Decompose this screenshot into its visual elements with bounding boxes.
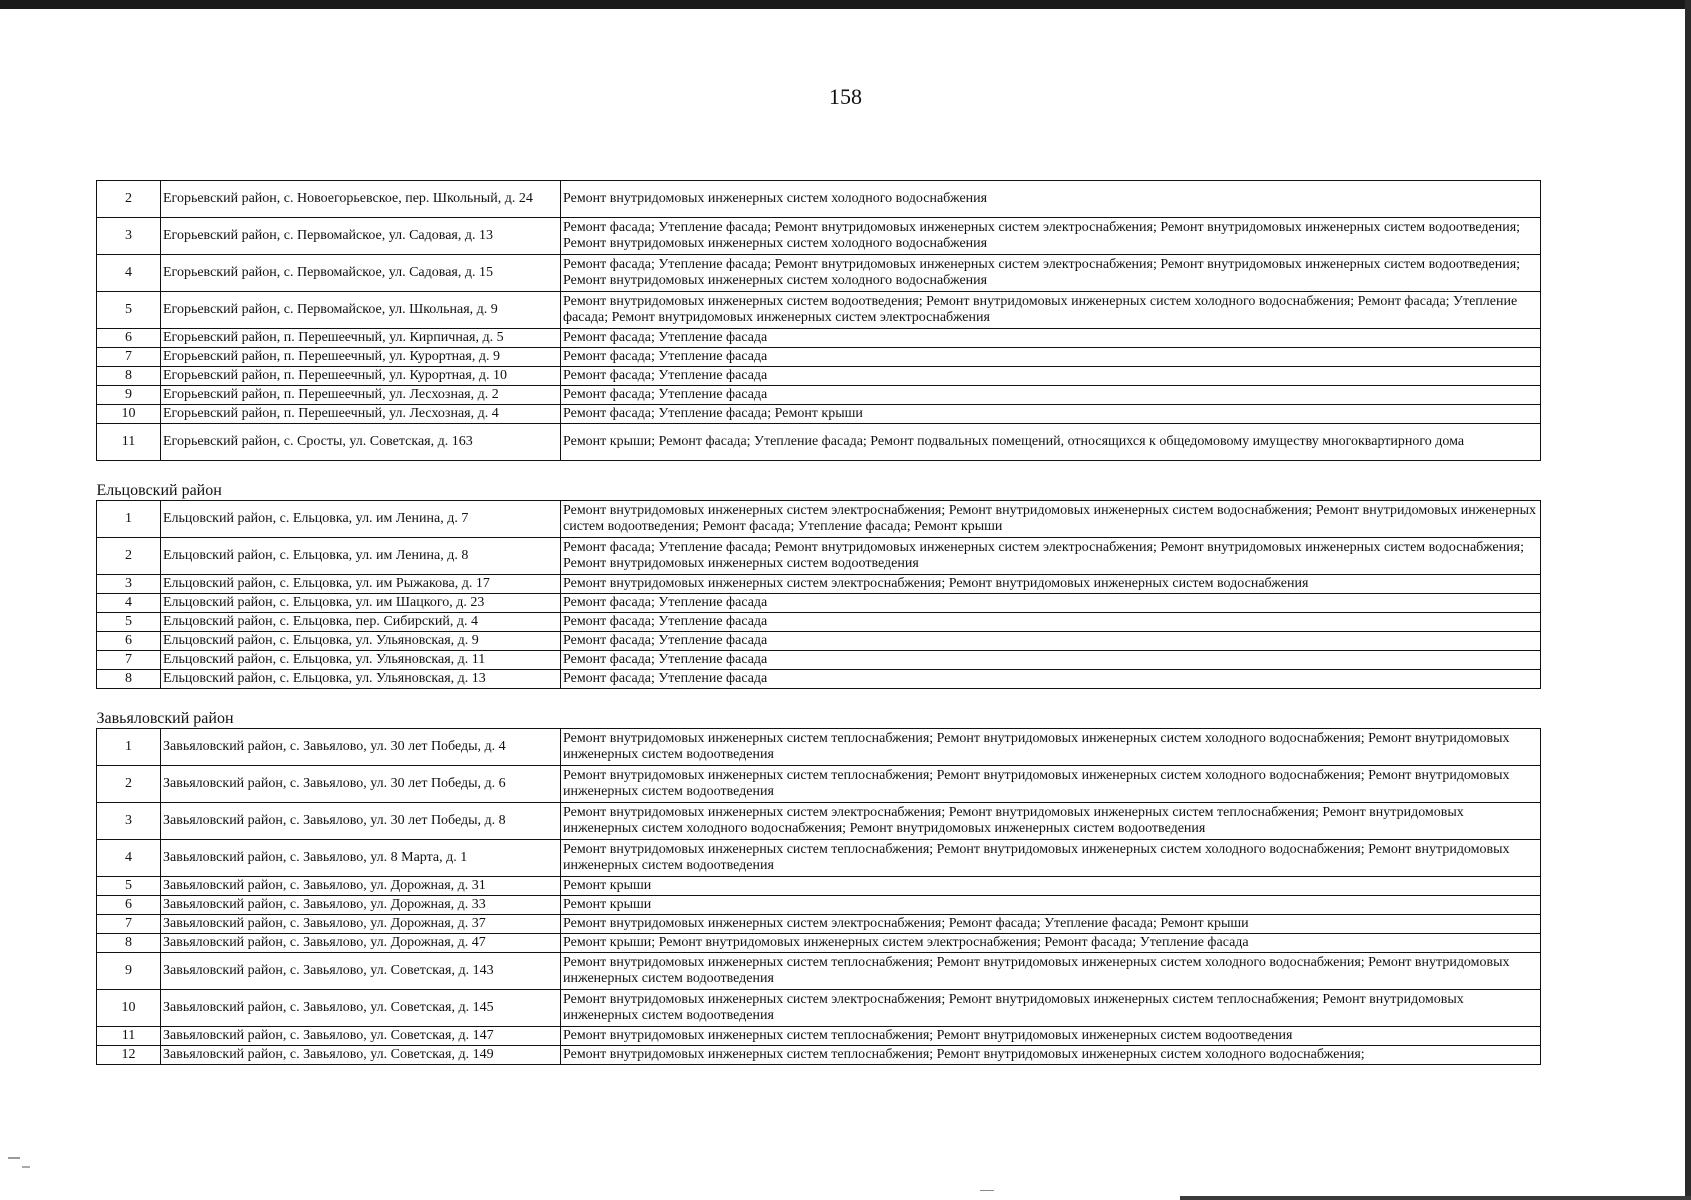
address-cell: Завьяловский район, с. Завьялово, ул. 30 лет Победы, д. 4: [161, 729, 561, 766]
works-cell: Ремонт фасада; Утепление фасада: [561, 329, 1541, 348]
address-cell: Ельцовский район, с. Ельцовка, ул. Ульяновская, д. 11: [161, 651, 561, 670]
address-cell: Завьяловский район, с. Завьялово, ул. Советская, д. 147: [161, 1027, 561, 1046]
address-cell: Завьяловский район, с. Завьялово, ул. 8 Марта, д. 1: [161, 840, 561, 877]
address-cell: Егорьевский район, п. Перешеечный, ул. Курортная, д. 10: [161, 367, 561, 386]
table-row: [97, 348, 1541, 367]
scan-top-border: [0, 0, 1691, 9]
address-cell: Егорьевский район, п. Перешеечный, ул. Лесхозная, д. 4: [161, 405, 561, 424]
works-cell: Ремонт внутридомовых инженерных систем теплоснабжения; Ремонт внутридомовых инженерных систем холодного водоснабжения;: [561, 1046, 1541, 1065]
address-cell: Егорьевский район, п. Перешеечный, ул. Кирпичная, д. 5: [161, 329, 561, 348]
works-cell: Ремонт внутридомовых инженерных систем теплоснабжения; Ремонт внутридомовых инженерных систем холодного водоснабжения; Ремонт внутридомовых инженерных систем водоотведения: [561, 953, 1541, 990]
address-cell: Егорьевский район, с. Новоегорьевское, пер. Школьный, д. 24: [161, 181, 561, 218]
scan-speck: [22, 1166, 30, 1168]
row-number-cell: 8: [97, 367, 161, 386]
row-number-cell: 11: [97, 424, 161, 461]
works-cell: Ремонт фасада; Утепление фасада: [561, 367, 1541, 386]
table-row: [97, 594, 1541, 613]
works-cell: Ремонт крыши; Ремонт внутридомовых инженерных систем электроснабжения; Ремонт фасада; Утепление фасада: [561, 934, 1541, 953]
address-cell: Завьяловский район, с. Завьялово, ул. 30 лет Победы, д. 8: [161, 803, 561, 840]
table-body: [97, 181, 1541, 1065]
address-cell: Ельцовский район, с. Ельцовка, ул. Ульяновская, д. 9: [161, 632, 561, 651]
district-section-title: Ельцовский район: [97, 461, 1541, 501]
address-cell: Завьяловский район, с. Завьялово, ул. Дорожная, д. 33: [161, 896, 561, 915]
address-cell: Егорьевский район, п. Перешеечный, ул. Лесхозная, д. 2: [161, 386, 561, 405]
table-row: [97, 292, 1541, 329]
address-cell: Егорьевский район, п. Перешеечный, ул. Курортная, д. 9: [161, 348, 561, 367]
works-cell: Ремонт фасада; Утепление фасада; Ремонт внутридомовых инженерных систем электроснабжения; Ремонт внутридомовых инженерных систем водоснабжения; Ремонт внутридомовых инженерных систем водоотведения: [561, 538, 1541, 575]
table-row: [97, 255, 1541, 292]
table-row: [97, 1027, 1541, 1046]
table-row: [97, 803, 1541, 840]
table-row: [97, 367, 1541, 386]
table-row: [97, 953, 1541, 990]
works-cell: Ремонт фасада; Утепление фасада: [561, 386, 1541, 405]
table-row: [97, 424, 1541, 461]
address-cell: Завьяловский район, с. Завьялово, ул. Советская, д. 143: [161, 953, 561, 990]
address-cell: Завьяловский район, с. Завьялово, ул. Советская, д. 145: [161, 990, 561, 1027]
table-row: [97, 538, 1541, 575]
row-number-cell: 4: [97, 840, 161, 877]
works-cell: Ремонт крыши: [561, 896, 1541, 915]
row-number-cell: 3: [97, 803, 161, 840]
address-cell: Ельцовский район, с. Ельцовка, ул. им Ленина, д. 7: [161, 501, 561, 538]
row-number-cell: 12: [97, 1046, 161, 1065]
address-cell: Егорьевский район, с. Первомайское, ул. Садовая, д. 15: [161, 255, 561, 292]
table-row: [97, 1046, 1541, 1065]
works-cell: Ремонт внутридомовых инженерных систем теплоснабжения; Ремонт внутридомовых инженерных систем водоотведения: [561, 1027, 1541, 1046]
works-cell: Ремонт фасада; Утепление фасада: [561, 651, 1541, 670]
table-row: [97, 934, 1541, 953]
table-row: [97, 896, 1541, 915]
row-number-cell: 5: [97, 613, 161, 632]
works-cell: Ремонт внутридомовых инженерных систем водоотведения; Ремонт внутридомовых инженерных систем холодного водоснабжения; Ремонт фасада; Утепление фасада; Ремонт внутридомовых инженерных систем электроснабжения: [561, 292, 1541, 329]
address-cell: Завьяловский район, с. Завьялово, ул. Дорожная, д. 31: [161, 877, 561, 896]
scan-right-border: [1685, 0, 1691, 1200]
address-cell: Егорьевский район, с. Первомайское, ул. Школьная, д. 9: [161, 292, 561, 329]
table-row: [97, 501, 1541, 538]
scan-bottom-border: [1180, 1196, 1691, 1200]
table-row: [97, 915, 1541, 934]
row-number-cell: 1: [97, 729, 161, 766]
works-cell: Ремонт внутридомовых инженерных систем электроснабжения; Ремонт внутридомовых инженерных систем водоснабжения; Ремонт внутридомовых инженерных систем водоотведения; Ремонт фасада; Утепление фасада; Ремонт крыши: [561, 501, 1541, 538]
address-cell: Ельцовский район, с. Ельцовка, ул. Ульяновская, д. 13: [161, 670, 561, 689]
address-cell: Ельцовский район, с. Ельцовка, ул. им Шацкого, д. 23: [161, 594, 561, 613]
works-cell: Ремонт крыши: [561, 877, 1541, 896]
row-number-cell: 6: [97, 896, 161, 915]
table-row: [97, 766, 1541, 803]
works-cell: Ремонт внутридомовых инженерных систем холодного водоснабжения: [561, 181, 1541, 218]
row-number-cell: 7: [97, 651, 161, 670]
works-cell: Ремонт фасада; Утепление фасада: [561, 632, 1541, 651]
table-row: [97, 632, 1541, 651]
row-number-cell: 8: [97, 934, 161, 953]
row-number-cell: 2: [97, 766, 161, 803]
table-row: [97, 670, 1541, 689]
table-row: [97, 990, 1541, 1027]
table-row: [97, 613, 1541, 632]
table-row: [97, 729, 1541, 766]
row-number-cell: 3: [97, 218, 161, 255]
table-row: [97, 218, 1541, 255]
row-number-cell: 9: [97, 386, 161, 405]
scan-speck: [980, 1190, 994, 1191]
district-section-row: [97, 461, 1541, 501]
table-row: [97, 877, 1541, 896]
page-number: 158: [829, 84, 862, 109]
table-row: [97, 840, 1541, 877]
row-number-cell: 1: [97, 501, 161, 538]
works-cell: Ремонт фасада; Утепление фасада: [561, 613, 1541, 632]
row-number-cell: 10: [97, 990, 161, 1027]
row-number-cell: 3: [97, 575, 161, 594]
works-cell: Ремонт фасада; Утепление фасада; Ремонт крыши: [561, 405, 1541, 424]
table-row: [97, 181, 1541, 218]
table-row: [97, 575, 1541, 594]
works-cell: Ремонт внутридомовых инженерных систем теплоснабжения; Ремонт внутридомовых инженерных систем холодного водоснабжения; Ремонт внутридомовых инженерных систем водоотведения: [561, 729, 1541, 766]
works-cell: Ремонт внутридомовых инженерных систем теплоснабжения; Ремонт внутридомовых инженерных систем холодного водоснабжения; Ремонт внутридомовых инженерных систем водоотведения: [561, 840, 1541, 877]
works-cell: Ремонт фасада; Утепление фасада; Ремонт внутридомовых инженерных систем электроснабжения; Ремонт внутридомовых инженерных систем водоотведения; Ремонт внутридомовых инженерных систем холодного водоснабжения: [561, 255, 1541, 292]
works-cell: Ремонт внутридомовых инженерных систем электроснабжения; Ремонт внутридомовых инженерных систем теплоснабжения; Ремонт внутридомовых инженерных систем водоотведения: [561, 990, 1541, 1027]
row-number-cell: 6: [97, 632, 161, 651]
address-cell: Ельцовский район, с. Ельцовка, ул. им Рыжакова, д. 17: [161, 575, 561, 594]
row-number-cell: 5: [97, 292, 161, 329]
works-cell: Ремонт внутридомовых инженерных систем электроснабжения; Ремонт внутридомовых инженерных систем теплоснабжения; Ремонт внутридомовых инженерных систем холодного водоснабжения; Ремонт внутридомовых инженерных систем водоотведения: [561, 803, 1541, 840]
table-row: [97, 386, 1541, 405]
row-number-cell: 10: [97, 405, 161, 424]
address-cell: Завьяловский район, с. Завьялово, ул. 30 лет Победы, д. 6: [161, 766, 561, 803]
table-row: [97, 651, 1541, 670]
district-section-title: Завьяловский район: [97, 689, 1541, 729]
address-cell: Ельцовский район, с. Ельцовка, ул. им Ленина, д. 8: [161, 538, 561, 575]
address-cell: Егорьевский район, с. Первомайское, ул. Садовая, д. 13: [161, 218, 561, 255]
works-cell: Ремонт внутридомовых инженерных систем электроснабжения; Ремонт фасада; Утепление фасада; Ремонт крыши: [561, 915, 1541, 934]
repair-program-table: [96, 180, 1541, 1065]
scan-speck: [8, 1157, 20, 1159]
row-number-cell: 2: [97, 181, 161, 218]
works-cell: Ремонт фасада; Утепление фасада: [561, 670, 1541, 689]
row-number-cell: 5: [97, 877, 161, 896]
address-cell: Ельцовский район, с. Ельцовка, пер. Сибирский, д. 4: [161, 613, 561, 632]
row-number-cell: 2: [97, 538, 161, 575]
works-cell: Ремонт фасада; Утепление фасада; Ремонт внутридомовых инженерных систем электроснабжения; Ремонт внутридомовых инженерных систем водоотведения; Ремонт внутридомовых инженерных систем холодного водоснабжения: [561, 218, 1541, 255]
address-cell: Завьяловский район, с. Завьялово, ул. Дорожная, д. 37: [161, 915, 561, 934]
row-number-cell: 6: [97, 329, 161, 348]
works-cell: Ремонт крыши; Ремонт фасада; Утепление фасада; Ремонт подвальных помещений, относящихся к общедомовому имуществу многоквартирного дома: [561, 424, 1541, 461]
row-number-cell: 4: [97, 255, 161, 292]
district-section-row: [97, 689, 1541, 729]
address-cell: Завьяловский район, с. Завьялово, ул. Дорожная, д. 47: [161, 934, 561, 953]
works-cell: Ремонт фасада; Утепление фасада: [561, 594, 1541, 613]
works-cell: Ремонт внутридомовых инженерных систем электроснабжения; Ремонт внутридомовых инженерных систем водоснабжения: [561, 575, 1541, 594]
row-number-cell: 7: [97, 915, 161, 934]
repair-program-table-wrapper: [96, 180, 1540, 1065]
row-number-cell: 7: [97, 348, 161, 367]
address-cell: Завьяловский район, с. Завьялово, ул. Советская, д. 149: [161, 1046, 561, 1065]
address-cell: Егорьевский район, с. Сросты, ул. Советская, д. 163: [161, 424, 561, 461]
works-cell: Ремонт фасада; Утепление фасада: [561, 348, 1541, 367]
table-row: [97, 405, 1541, 424]
row-number-cell: 4: [97, 594, 161, 613]
table-row: [97, 329, 1541, 348]
row-number-cell: 9: [97, 953, 161, 990]
row-number-cell: 11: [97, 1027, 161, 1046]
row-number-cell: 8: [97, 670, 161, 689]
works-cell: Ремонт внутридомовых инженерных систем теплоснабжения; Ремонт внутридомовых инженерных систем холодного водоснабжения; Ремонт внутридомовых инженерных систем водоотведения: [561, 766, 1541, 803]
